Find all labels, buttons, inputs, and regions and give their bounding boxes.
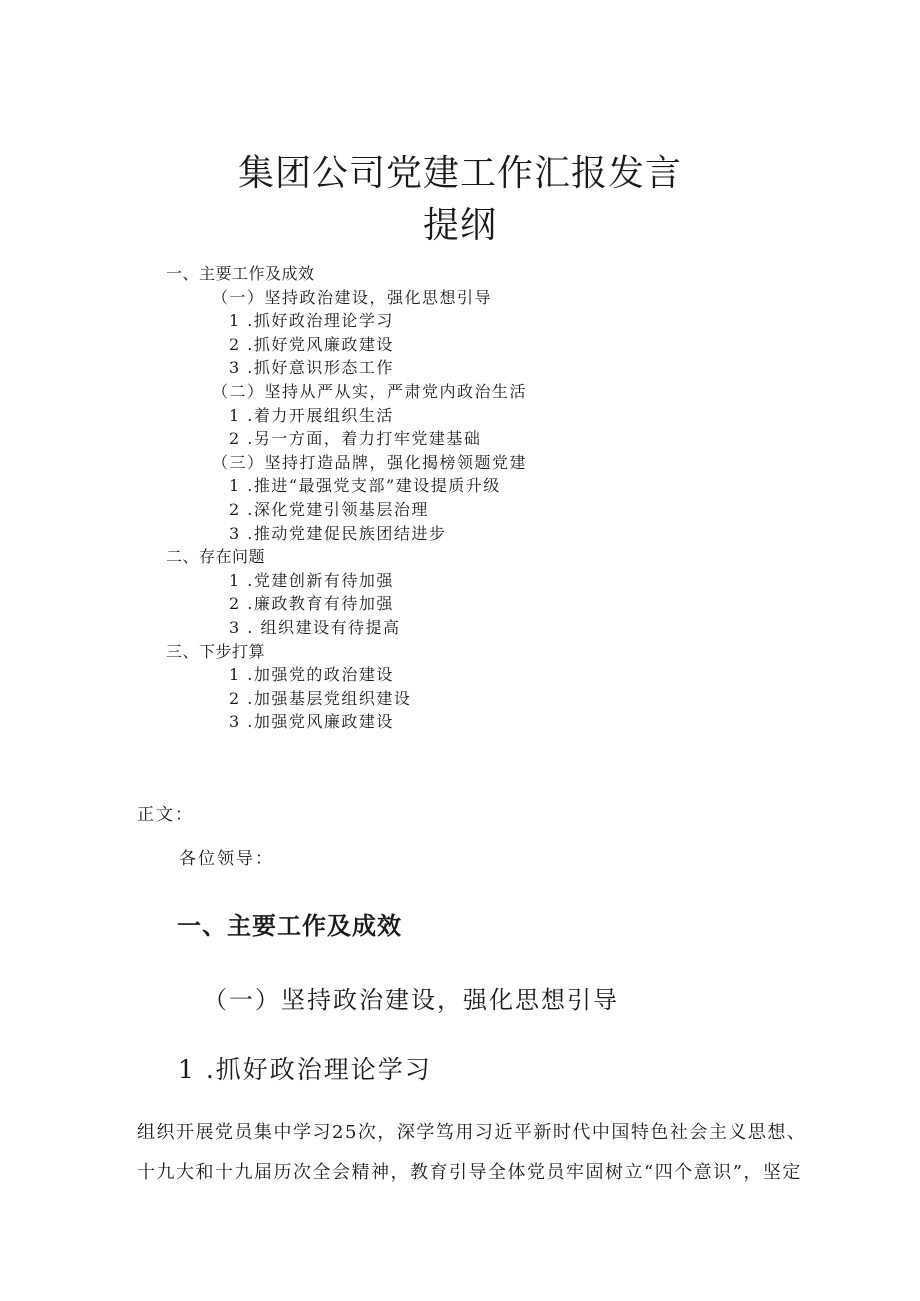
- paragraph-line: 组织开展党员集中学习25次，深学笃用习近平新时代中国特色社会主义思想、: [137, 1122, 807, 1143]
- document-title: 集团公司党建工作汇报发言: [237, 153, 682, 194]
- outline-item: 二、存在问题: [166, 547, 266, 567]
- outline-item: 1 .着力开展组织生活: [229, 405, 394, 425]
- outline-item: 3 . 组织建设有待提高: [229, 617, 401, 637]
- outline-item: 一、主要工作及成效: [166, 264, 315, 283]
- outline-item: 2 .廉政教育有待加强: [229, 594, 394, 614]
- outline-item: 2 .加强基层党组织建设: [229, 688, 412, 708]
- outline-item: 1 .党建创新有待加强: [229, 570, 394, 590]
- outline-item: （二）坚持从严从实，严肃党内政治生活: [212, 381, 528, 401]
- outline: [0, 262, 920, 734]
- item-heading: 1 .抓好政治理论学习: [178, 1055, 432, 1084]
- outline-item: 1 .抓好政治理论学习: [229, 311, 394, 331]
- outline-item: 三、下步打算: [166, 641, 266, 661]
- outline-item: 2 .抓好党风廉政建设: [229, 334, 394, 354]
- document-title-line2: 提纲: [422, 205, 497, 246]
- greeting: 各位领导：: [179, 849, 274, 869]
- outline-item: 3 .推动党建促民族团结进步: [229, 523, 447, 543]
- subsection-heading: （一）坚持政治建设，强化思想引导: [203, 986, 619, 1014]
- section-heading: 一、主要工作及成效: [177, 912, 402, 940]
- outline-item: 3 .加强党风廉政建设: [229, 712, 394, 732]
- paragraph-line: 十九大和十九届历次全会精神，教育引导全体党员牢固树立“四个意识”，坚定: [137, 1162, 802, 1183]
- outline-item: （一）坚持政治建设，强化思想引导: [212, 287, 493, 307]
- outline-item: 3 .抓好意识形态工作: [229, 358, 394, 378]
- outline-item: 1 .加强党的政治建设: [229, 665, 394, 685]
- outline-item: 2 .深化党建引领基层治理: [229, 499, 429, 519]
- outline-item: 2 .另一方面，着力打牢党建基础: [229, 429, 482, 449]
- outline-item: 1 .推进“最强党支部”建设提质升级: [229, 476, 501, 496]
- outline-item: （三）坚持打造品牌，强化揭榜领题党建: [212, 452, 528, 472]
- body-label: 正文：: [137, 805, 194, 825]
